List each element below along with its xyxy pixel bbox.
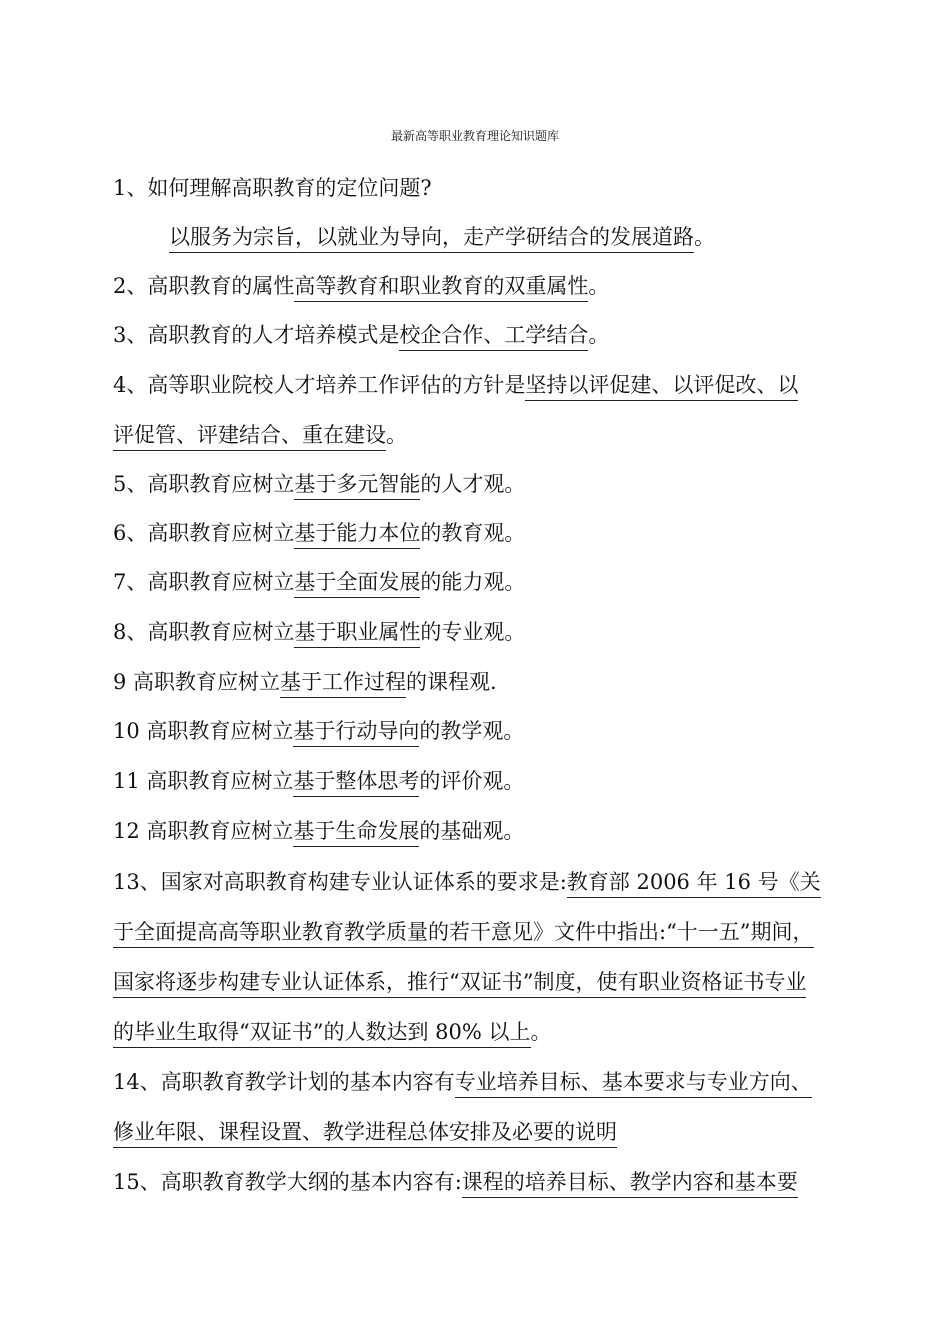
question-text: 5、高职教育应树立 (113, 472, 295, 496)
question-12 (113, 816, 524, 846)
question-suffix: 的评价观。 (419, 769, 525, 793)
answer-suffix: 。 (588, 274, 610, 298)
page-title: 最新高等职业教育理论知识题库 (390, 129, 559, 143)
question-text: 10 高职教育应树立 (113, 719, 294, 743)
answer-suffix: 。 (694, 225, 715, 249)
answer-text: 教育部 2006 年 16 号《关 (567, 870, 821, 898)
answer-text: 基于多元智能 (294, 472, 420, 500)
question-13 (113, 867, 821, 897)
question-9 (113, 667, 497, 697)
answer-text: 评促管、评建结合、重在建设 (113, 423, 386, 451)
answer-text: 基于整体思考 (293, 769, 419, 797)
question-10 (113, 716, 524, 746)
question-text: 15、高职教育教学大纲的基本内容有: (113, 1170, 462, 1194)
question-13-continued-2 (113, 967, 806, 997)
question-11 (113, 766, 524, 796)
question-13-continued-3 (113, 1017, 552, 1047)
answer-1 (169, 222, 715, 252)
answer-text: 基于能力本位 (294, 521, 420, 549)
question-text: 7、高职教育应树立 (113, 570, 295, 594)
question-15 (113, 1167, 798, 1197)
answer-suffix: 。 (386, 423, 407, 447)
question-4-continued (113, 420, 407, 450)
answer-text: 的毕业生取得“双证书”的人数达到 80% 以上 (113, 1020, 531, 1048)
question-text: 4、高等职业院校人才培养工作评估的方针是 (113, 373, 526, 397)
question-text: 3、高职教育的人才培养模式是 (113, 323, 400, 347)
question-text: 9 高职教育应树立 (113, 670, 281, 694)
question-suffix: 的基础观。 (419, 819, 525, 843)
question-suffix: 的教育观。 (420, 521, 526, 545)
question-13-continued-1 (113, 917, 814, 947)
answer-text: 修业年限、课程设置、教学进程总体安排及必要的说明 (113, 1120, 617, 1148)
question-text: 13、国家对高职教育构建专业认证体系的要求是: (113, 870, 567, 894)
answer-text: 基于全面发展 (294, 570, 420, 598)
question-text: 1、如何理解高职教育的定位问题? (113, 176, 432, 200)
question-4 (113, 370, 798, 400)
question-14-continued (113, 1117, 617, 1147)
question-text: 6、高职教育应树立 (113, 521, 295, 545)
answer-text: 坚持以评促建、以评促改、以 (525, 373, 798, 401)
question-7 (113, 567, 525, 597)
question-suffix: 的课程观. (406, 670, 497, 694)
answer-suffix: 。 (530, 1020, 552, 1044)
answer-text: 基于行动导向 (293, 719, 419, 747)
answer-text: 以服务为宗旨，以就业为导向，走产学研结合的发展道路 (169, 225, 694, 253)
question-1 (113, 173, 432, 203)
answer-text: 基于职业属性 (294, 620, 420, 648)
answer-text: 专业培养目标、基本要求与专业方向、 (455, 1070, 812, 1098)
question-suffix: 的教学观。 (419, 719, 525, 743)
question-text: 12 高职教育应树立 (113, 819, 294, 843)
question-text: 11 高职教育应树立 (113, 769, 294, 793)
question-14 (113, 1067, 812, 1097)
question-suffix: 的专业观。 (420, 620, 526, 644)
answer-text: 基于工作过程 (280, 670, 406, 698)
question-text: 8、高职教育应树立 (113, 620, 295, 644)
answer-suffix: 。 (588, 323, 610, 347)
answer-text: 国家将逐步构建专业认证体系，推行“双证书”制度，使有职业资格证书专业 (113, 970, 806, 998)
question-text: 14、高职教育教学计划的基本内容有 (113, 1070, 455, 1094)
question-6 (113, 518, 525, 548)
question-suffix: 的能力观。 (420, 570, 526, 594)
question-text: 2、高职教育的属性 (113, 274, 295, 298)
question-suffix: 的人才观。 (420, 472, 526, 496)
answer-text: 基于生命发展 (293, 819, 419, 847)
question-5 (113, 469, 525, 499)
answer-text: 于全面提高高等职业教育教学质量的若干意见》文件中指出:“十一五”期间， (113, 920, 814, 948)
question-2 (113, 271, 609, 301)
answer-text: 高等教育和职业教育的双重属性 (294, 274, 588, 302)
answer-text: 校企合作、工学结合 (399, 323, 588, 351)
answer-text: 课程的培养目标、教学内容和基本要 (462, 1170, 798, 1198)
question-3 (113, 320, 609, 350)
question-8 (113, 617, 525, 647)
